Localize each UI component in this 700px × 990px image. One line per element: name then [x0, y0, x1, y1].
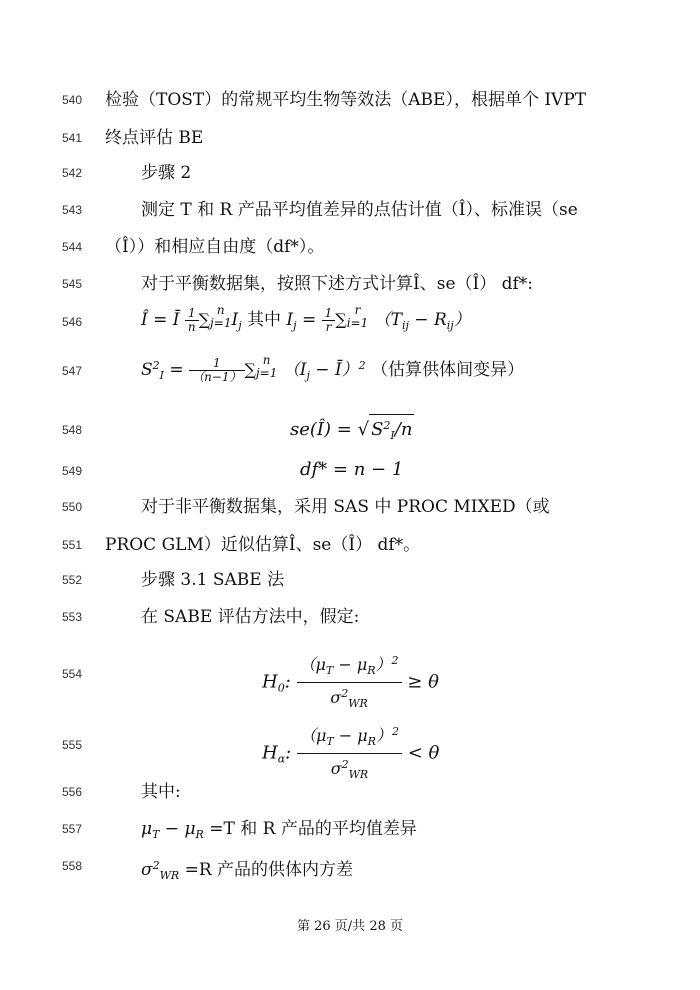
paragraph-line: 终点评估 BE — [105, 128, 204, 148]
line-number: 543 — [62, 203, 83, 217]
step-heading: 步骤 3.1 SABE 法 — [141, 570, 285, 590]
line-number: 558 — [62, 859, 83, 873]
paragraph-line: 其中: — [141, 782, 181, 802]
equation-548: se(Î) = √ $S^2_I/n$ — [290, 414, 414, 447]
equation-547: $S^2_I$ = $\frac{1}{(n-1)}$ ∑ n j=1 （$I_j$ − Ī）$^2$ （估算供体间变异） — [141, 353, 525, 384]
paragraph-line: 测定 T 和 R 产品平均值差异的点估计值（Î）、标准误（se — [141, 200, 578, 220]
equation-549: df* = n − 1 — [300, 459, 404, 480]
line-number: 549 — [62, 464, 83, 478]
line-number: 540 — [62, 93, 83, 107]
line-number: 555 — [62, 738, 83, 752]
line-number: 553 — [62, 610, 83, 624]
line-number: 552 — [62, 573, 83, 587]
page-footer: 第 26 页/共 28 页 — [297, 919, 403, 934]
definition-558: $\sigma^2_{WR} =R$ 产品的供体内方差 — [141, 859, 354, 882]
line-number: 551 — [62, 538, 83, 552]
line-number: 547 — [62, 364, 83, 378]
paragraph-line: （Î））和相应自由度（df*）。 — [105, 237, 325, 257]
definition-557: $\mu_T - \mu_R =T$ 和 R 产品的平均值差异 — [141, 819, 417, 841]
paragraph-line: 在 SABE 评估方法中，假定: — [141, 607, 360, 627]
paragraph-line: 检验（TOST）的常规平均生物等效法（ABE），根据单个 IVPT — [105, 90, 587, 110]
paragraph-line: 对于平衡数据集，按照下述方式计算Î、se（Î） df*: — [141, 274, 534, 294]
line-number: 556 — [62, 785, 83, 799]
line-number: 554 — [62, 667, 83, 681]
line-number: 544 — [62, 240, 83, 254]
equation-555: $H_\alpha$: $\frac{(\mu_T - \mu_R)^2}{\sigma^2_{WR}}$ < θ — [262, 721, 439, 786]
line-number: 545 — [62, 277, 83, 291]
line-number: 546 — [62, 315, 83, 329]
step-heading: 步骤 2 — [141, 163, 192, 183]
equation-554: $H_0$: $\frac{(\mu_T - \mu_R)^2}{\sigma^2_{WR}}$ ≥ θ — [262, 650, 439, 715]
line-number: 548 — [62, 423, 83, 437]
paragraph-line: PROC GLM）近似估算Î、se（Î） df*。 — [105, 535, 421, 555]
line-number: 541 — [62, 131, 83, 145]
paragraph-line: 对于非平衡数据集，采用 SAS 中 PROC MIXED（或 — [141, 497, 550, 517]
line-number: 550 — [62, 500, 83, 514]
line-number: 557 — [62, 822, 83, 836]
equation-546: Î = Ī $\frac{1}{n}$ ∑ n j=1 $I_j$ 其中 $I_j$ = $\frac{1}{r}$ ∑ r i=1 $(T_{ij} - R_{ij})$ — [141, 303, 471, 334]
line-number: 542 — [62, 166, 83, 180]
